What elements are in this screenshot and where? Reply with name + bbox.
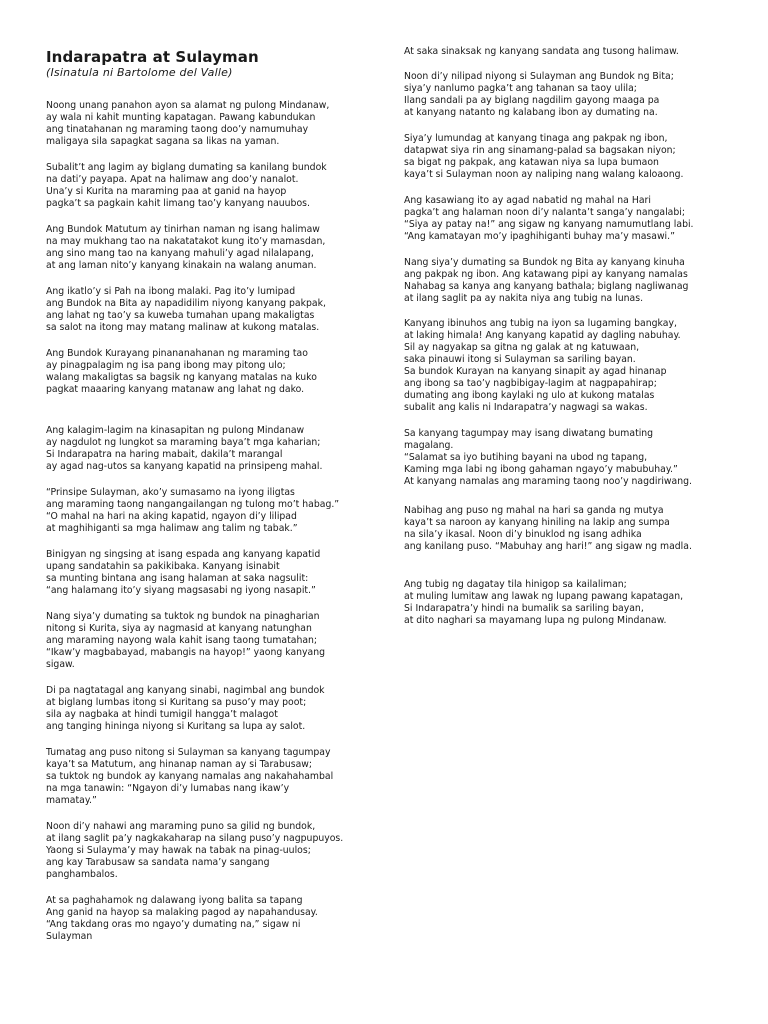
poem-line: ang sino mang tao na kanyang mahuli’y agad nilalapang,: [46, 248, 314, 259]
poem-line: Binigyan ng singsing at isang espada ang kanyang kapatid: [46, 549, 321, 560]
left-stanza: [46, 747, 333, 807]
poem-line: ang pakpak ng ibon. Ang katawang pipi ay kanyang namalas: [404, 269, 688, 280]
poem-line: Di pa nagtatagal ang kanyang sinabi, nagimbal ang bundok: [46, 685, 325, 696]
poem-title: Indarapatra at Sulayman: [46, 48, 259, 66]
poem-line: Ang ganid na hayop sa malaking pagod ay napahandusay.: [46, 907, 318, 918]
right-stanza: [404, 133, 683, 181]
right-stanza: [404, 428, 692, 488]
poem-line: Ang Bundok Matutum ay tinirhan naman ng isang halimaw: [46, 224, 320, 235]
poem-line: at ang laman nito’y kanyang kinakain na walang anuman.: [46, 260, 317, 271]
poem-line: ang kay Tarabusaw sa sandata nama’y sangang: [46, 857, 270, 868]
poem-line: sigaw.: [46, 659, 75, 670]
poem-line: pagkat maaaring kanyang matanaw ang lahat ng dako.: [46, 384, 305, 395]
poem-line: Nang siya’y dumating sa tuktok ng bundok na pinagharian: [46, 611, 320, 622]
poem-line: at laking himala! Ang kanyang kapatid ay dagling nabuhay.: [404, 330, 681, 341]
left-stanza: [46, 224, 325, 272]
poem-line: ang lahat ng tao’y sa kuweba tumahan upang makaligtas: [46, 310, 315, 321]
poem-line: Si Indarapatra na haring mabait, dakila’t marangal: [46, 449, 283, 460]
poem-line: Noon di’y nilipad niyong si Sulayman ang Bundok ng Bita;: [404, 71, 674, 82]
poem-line: kaya’t sa Matutum, ang hinanap naman ay si Tarabusaw;: [46, 759, 313, 770]
poem-line: Sa kanyang tagumpay may isang diwatang bumating: [404, 428, 654, 439]
poem-line: Ang Bundok Kurayang pinananahanan ng maraming tao: [46, 348, 308, 359]
left-stanza: [46, 611, 325, 671]
poem-line: ang ibong sa tao’y nagbibigay-lagim at nagpapahirap;: [404, 378, 657, 389]
poem-line: at maghihiganti sa mga halimaw ang talim ng tabak.”: [46, 523, 298, 534]
left-stanza: [46, 487, 339, 535]
poem-line: na dati’y payapa. Apat na halimaw ang doo’y nanalot.: [46, 174, 299, 185]
poem-line: ang maraming taong nangangailangan ng tulong mo’t habag.”: [46, 499, 340, 510]
poem-line: ay nagdulot ng lungkot sa maraming baya’t mga kaharian;: [46, 437, 321, 448]
poem-line: At saka sinaksak ng kanyang sandata ang tusong halimaw.: [404, 46, 679, 57]
left-stanza: [46, 286, 326, 334]
left-stanza: [46, 821, 343, 881]
poem-line: Siya’y lumundag at kanyang tinaga ang pakpak ng ibon,: [404, 133, 668, 144]
poem-line: sa munting bintana ang isang halaman at saka nagsulit:: [46, 573, 309, 584]
poem-line: Ang ikatlo’y si Pah na ibong malaki. Pag ito’y lumipad: [46, 286, 296, 297]
poem-line: At sa paghahamok ng dalawang iyong balita sa tapang: [46, 895, 303, 906]
poem-line: at biglang lumbas itong si Kuritang sa puso’y may poot;: [46, 697, 307, 708]
poem-line: at ilang saglit pa ay nakita niya ang tubig na lunas.: [404, 293, 644, 304]
poem-line: na may mukhang tao na nakatatakot kung ito’y mamasdan,: [46, 236, 326, 247]
poem-line: Nang siya’y dumating sa Bundok ng Bita ay kanyang kinuha: [404, 257, 685, 268]
poem-line: “ang halamang ito’y siyang magsasabi ng iyong nasapit.”: [46, 585, 316, 596]
poem-line: At kanyang namalas ang maraming taong noo’y nagdiriwang.: [404, 476, 692, 487]
poem-line: panghambalos.: [46, 869, 118, 880]
right-stanza: [404, 505, 692, 553]
poem-line: Yaong si Sulayma’y may hawak na tabak na pinag-uulos;: [46, 845, 311, 856]
poem-line: ang Bundok na Bita ay napadidilim niyong kanyang pakpak,: [46, 298, 326, 309]
poem-line: Kanyang ibinuhos ang tubig na iyon sa lugaming bangkay,: [404, 318, 677, 329]
right-stanza: [404, 46, 679, 58]
poem-line: kaya’t si Sulayman noon ay naliping nang walang kaloaong.: [404, 169, 684, 180]
poem-line: “Ang takdang oras mo ngayo’y dumating na,” sigaw ni: [46, 919, 301, 930]
poem-line: Una’y si Kurita na maraming paa at ganid na hayop: [46, 186, 287, 197]
poem-line: sa salot na itong may matang malinaw at kukong matalas.: [46, 322, 320, 333]
poem-line: ang kanilang puso. “Mabuhay ang hari!” ang sigaw ng madla.: [404, 541, 692, 552]
poem-line: Tumatag ang puso nitong si Sulayman sa kanyang tagumpay: [46, 747, 331, 758]
poem-line: ang maraming nayong wala kahit isang taong tumatahan;: [46, 635, 318, 646]
poem-line: pagka’t ang halaman noon di’y nalanta’t sanga’y nangalabi;: [404, 207, 685, 218]
right-stanza: [404, 318, 681, 414]
poem-subtitle: (Isinatula ni Bartolome del Valle): [46, 66, 233, 79]
poem-line: “O mahal na hari na aking kapatid, ngayon di’y lilipad: [46, 511, 297, 522]
poem-line: ay pinagpalagim ng isa pang ibong may pitong ulo;: [46, 360, 286, 371]
left-stanza: [46, 162, 327, 210]
poem-line: “Prinsipe Sulayman, ako’y sumasamo na iyong iligtas: [46, 487, 295, 498]
poem-line: “Salamat sa iyo butihing bayani na ubod ng tapang,: [404, 452, 648, 463]
poem-line: Ang kalagim-lagim na kinasapitan ng pulong Mindanaw: [46, 425, 305, 436]
poem-line: at dito naghari sa mayamang lupa ng pulong Mindanaw.: [404, 615, 667, 626]
poem-line: at ilang saglit pa’y nagkakaharap na silang puso’y nagpupuyos.: [46, 833, 344, 844]
poem-line: “Ikaw’y magbabayad, mabangis na hayop!” yaong kanyang: [46, 647, 326, 658]
poem-line: Nabihag ang puso ng mahal na hari sa ganda ng mutya: [404, 505, 664, 516]
left-stanza: [46, 549, 320, 597]
poem-line: Noong unang panahon ayon sa alamat ng pulong Mindanaw,: [46, 100, 330, 111]
poem-line: sa tuktok ng bundok ay kanyang namalas ang nakahahambal: [46, 771, 334, 782]
poem-line: upang sandatahin sa pakikibaka. Kanyang isinabit: [46, 561, 280, 572]
poem-line: Si Indarapatra’y hindi na bumalik sa sariling bayan,: [404, 603, 644, 614]
poem-line: Nahabag sa kanya ang kanyang bathala; biglang nagliwanag: [404, 281, 689, 292]
poem-line: Sulayman: [46, 931, 93, 942]
poem-line: Noon di’y nahawi ang maraming puno sa gilid ng bundok,: [46, 821, 316, 832]
right-stanza: [404, 195, 694, 243]
poem-line: na sila’y ikasal. Noon di’y binuklod ng isang adhika: [404, 529, 642, 540]
poem-line: subalit ang kalis ni Indarapatra’y nagwagi sa wakas.: [404, 402, 648, 413]
left-stanza: [46, 425, 322, 473]
left-stanza: [46, 895, 318, 943]
poem-line: pagka’t sa pagkain kahit limang tao’y kanyang nauubos.: [46, 198, 310, 209]
poem-line: “Siya ay patay na!” ang sigaw ng kanyang namumutlang labi.: [404, 219, 694, 230]
poem-line: “Ang kamatayan mo’y ipaghihiganti buhay ma’y masawi.”: [404, 231, 675, 242]
left-stanza: [46, 100, 329, 148]
poem-line: at muling lumitaw ang lawak ng lupang pawang kapatagan,: [404, 591, 684, 602]
poem-line: dumating ang ibong kaylaki ng ulo at kukong matalas: [404, 390, 655, 401]
poem-line: walang makaligtas sa bagsik ng kanyang matalas na kuko: [46, 372, 317, 383]
poem-line: sa bigat ng pakpak, ang katawan niya sa lupa bumaon: [404, 157, 659, 168]
poem-line: ay wala ni kahit munting kapatagan. Pawang kabundukan: [46, 112, 316, 123]
poem-line: Sa bundok Kurayan na kanyang sinapit ay agad hinanap: [404, 366, 667, 377]
poem-line: Kaming mga labi ng ibong gahaman ngayo’y mabubuhay.”: [404, 464, 678, 475]
poem-line: ang tinatahanan ng maraming taong doo’y namumuhay: [46, 124, 309, 135]
poem-line: siya’y nanlumo pagka’t ang tahanan sa taoy ulila;: [404, 83, 637, 94]
poem-line: na mga tanawin: “Ngayon di’y lumabas nang ikaw’y: [46, 783, 290, 794]
right-stanza: [404, 257, 688, 305]
poem-line: at kanyang natanto ng kalabang ibon ay dumating na.: [404, 107, 658, 118]
poem-line: Sil ay nagyakap sa gitna ng galak at ng katuwaan,: [404, 342, 640, 353]
poem-line: maligaya sila sapagkat sagana sa likas na yaman.: [46, 136, 280, 147]
poem-line: Subalit’t ang lagim ay biglang dumating sa kanilang bundok: [46, 162, 327, 173]
poem-line: nitong si Kurita, siya ay nagmasid at kanyang natunghan: [46, 623, 312, 634]
poem-line: Ilang sandali pa ay biglang nagdilim gayong maaga pa: [404, 95, 660, 106]
poem-line: ay agad nag-utos sa kanyang kapatid na prinsipeng mahal.: [46, 461, 323, 472]
poem-line: Ang tubig ng dagatay tila hinigop sa kailaliman;: [404, 579, 627, 590]
poem-line: ang tanging hininga niyong si Kuritang sa lupa ay salot.: [46, 721, 306, 732]
poem-line: magalang.: [404, 440, 454, 451]
left-stanza: [46, 348, 317, 396]
poem-line: saka pinauwi itong si Sulayman sa sariling bayan.: [404, 354, 636, 365]
poem-line: sila ay nagbaka at hindi tumigil hangga’t malagot: [46, 709, 278, 720]
poem-line: kaya’t sa naroon ay kanyang hiniling na lakip ang sumpa: [404, 517, 670, 528]
poem-line: Ang kasawiang ito ay agad nabatid ng mahal na Hari: [404, 195, 651, 206]
right-stanza: [404, 71, 674, 119]
left-stanza: [46, 685, 325, 733]
poem-line: mamatay.”: [46, 795, 97, 806]
poem-line: datapwat siya rin ang sinamang-palad sa bagsakan niyon;: [404, 145, 676, 156]
right-stanza: [404, 579, 683, 627]
